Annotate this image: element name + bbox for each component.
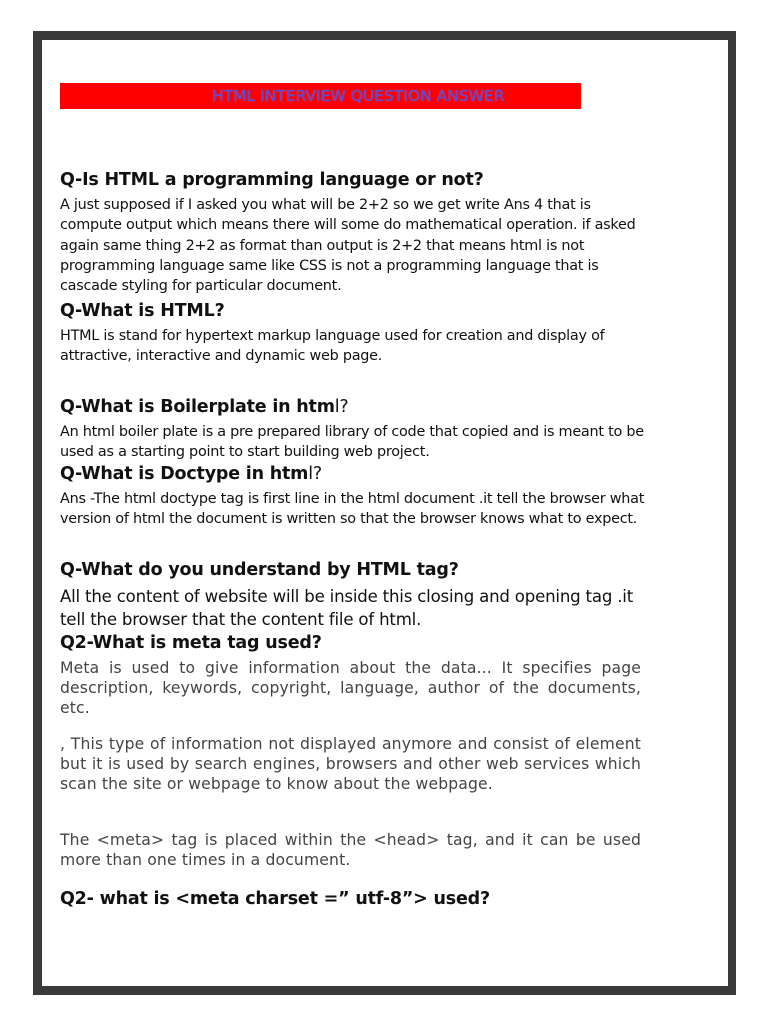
question-heading: [60, 464, 322, 484]
question-heading: Q2-What is meta tag used?: [60, 633, 322, 653]
question-heading: [60, 397, 349, 417]
question-heading-bold: Q-What is Boilerplate in htm: [60, 397, 335, 417]
meta-paragraph: , This type of information not displayed anymore and consist of element but it is used by search engines, browsers and other web services which scan the site or webpage to know about the webpage.: [60, 735, 641, 793]
question-heading: Q2- what is <meta charset =” utf-8”> used?: [60, 889, 490, 909]
meta-paragraph: The <meta> tag is placed within the <head> tag, and it can be used more than one times in a document.: [60, 831, 641, 869]
question-heading-bold: Q-What is Doctype in htm: [60, 464, 309, 484]
answer-text: All the content of website will be inside this closing and opening tag .it tell the browser that the content file of html.: [60, 587, 634, 629]
document-title: HTML INTERVIEW QUESTION ANSWER: [60, 83, 581, 109]
answer-text: HTML is stand for hypertext markup language used for creation and display of attractive, interactive and dynamic web page.: [60, 328, 605, 365]
answer-text: A just supposed if I asked you what will be 2+2 so we get write Ans 4 that is compute output which means there will some do mathematical operation. if asked again same thing 2+2 as format than output is 2+2 that means html is not programming language same like CSS is not a programming language that is cascade styling for particular document.: [60, 197, 636, 295]
question-heading: Q-Is HTML a programming language or not?: [60, 170, 484, 190]
question-heading: Q-What do you understand by HTML tag?: [60, 560, 459, 580]
question-heading-tail: l?: [308, 464, 322, 484]
question-heading-tail: l?: [334, 397, 349, 417]
answer-text: Ans -The html doctype tag is first line in the html document .it tell the browser what version of html the document is written so that the browser knows what to expect.: [60, 491, 645, 528]
meta-paragraph: Meta is used to give information about the data... It specifies page description, keywords, copyright, language, author of the documents, etc.: [60, 659, 641, 717]
question-heading: Q-What is HTML?: [60, 301, 225, 321]
answer-text: An html boiler plate is a pre prepared library of code that copied and is meant to be used as a starting point to start building web project.: [60, 424, 644, 461]
